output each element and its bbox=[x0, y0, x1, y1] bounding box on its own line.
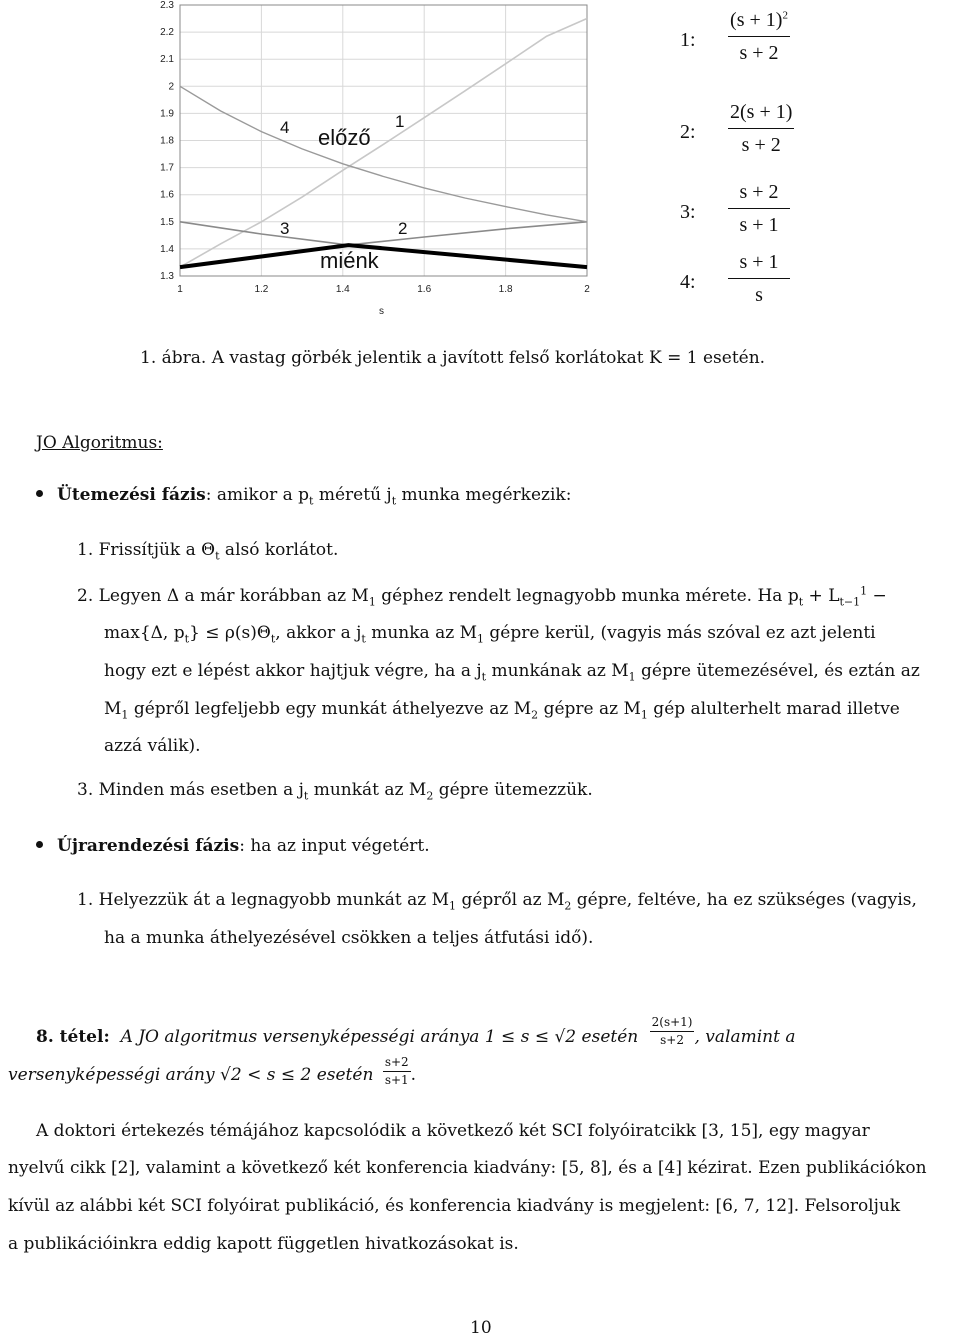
scheduling-phase bbox=[36, 484, 571, 506]
label-elozo: előző bbox=[318, 125, 371, 150]
theorem-text-1-end: , valamint a bbox=[694, 1027, 796, 1047]
legend-label: 1: bbox=[680, 29, 696, 51]
theorem-text-1: A JO algoritmus versenyképességi aránya 1 ≤ s ≤ √2 esetén bbox=[120, 1027, 639, 1047]
legend-label: 4: bbox=[680, 271, 696, 293]
step-1-2e: azzá válik). bbox=[104, 736, 201, 756]
x-tick-label: 1.4 bbox=[335, 284, 350, 295]
step-2-1a: 1. Helyezzük át a legnagyobb munkát az $M_1$ gépről az $M_2$ gépre, feltéve, ha ez szükséges (vagyis, bbox=[77, 890, 917, 913]
algorithm-title: JO Algoritmus: bbox=[36, 433, 163, 453]
x-axis-label: s bbox=[379, 306, 384, 317]
label-curve-1: 1 bbox=[395, 112, 405, 131]
label-curve-3: 3 bbox=[280, 219, 290, 238]
y-tick-label: 2.3 bbox=[160, 0, 174, 11]
x-tick-label: 1.8 bbox=[498, 284, 513, 295]
formula-legend bbox=[680, 6, 820, 316]
theorem-label: 8. tétel: bbox=[36, 1027, 110, 1047]
phase-title: Újrarendezési fázis bbox=[57, 836, 240, 856]
chart-svg bbox=[150, 0, 610, 325]
series-line-1 bbox=[180, 19, 587, 268]
y-tick-label: 1.7 bbox=[160, 162, 174, 174]
figure-caption: 1. ábra. A vastag görbék jelentik a javított felső korlátokat K = 1 esetén. bbox=[140, 348, 766, 368]
y-tick-label: 1.3 bbox=[160, 271, 174, 282]
y-tick-label: 2.1 bbox=[160, 54, 174, 66]
legend-fraction: $\frac{s + 1}{s}$ bbox=[728, 248, 790, 309]
step-1-2a: 2. Legyen Δ a már korábban az $M_1$ géphez rendelt legnagyobb munka mérete. Ha $p_t + L_{t-1}^1$ − bbox=[77, 584, 887, 609]
label-curve-4: 4 bbox=[280, 118, 290, 137]
y-tick-label: 1.6 bbox=[160, 189, 174, 201]
legend-fraction: $\frac{s + 2}{s + 1}$ bbox=[728, 178, 790, 239]
x-tick-label: 1.6 bbox=[417, 284, 432, 295]
paragraph-line-3: kívül az alábbi két SCI folyóirat publikáció, és konferencia kiadvány is megjelent: [6, 7, 12]. Felsoroljuk bbox=[8, 1196, 901, 1216]
theorem-line-2: versenyképességi arány √2 < s ≤ 2 esetén $\frac{s+2}{s+1}$ . bbox=[8, 1055, 417, 1087]
bullet-icon bbox=[36, 490, 43, 497]
step-1-2d: $M_1$ gépről legfeljebb egy munkát áthelyezve az $M_2$ gépre az $M_1$ gép alulterhelt marad illetve bbox=[104, 699, 900, 722]
phase-rest: : ha az input végetért. bbox=[239, 836, 430, 856]
legend-label: 3: bbox=[680, 201, 696, 223]
y-tick-label: 1.8 bbox=[160, 135, 174, 147]
y-tick-label: 1.4 bbox=[160, 243, 174, 255]
step-1-1: 1. Frissítjük a $\Theta_t$ alsó korlátot. bbox=[77, 540, 339, 563]
phase-title: Ütemezési fázis bbox=[57, 485, 206, 505]
y-tick-label: 1.9 bbox=[160, 108, 174, 120]
theorem-text-2: versenyképességi arány √2 < s ≤ 2 esetén bbox=[8, 1065, 374, 1085]
reordering-phase bbox=[36, 835, 430, 857]
legend-label: 2: bbox=[680, 121, 696, 143]
bullet-icon bbox=[36, 841, 43, 848]
label-curve-2: 2 bbox=[398, 219, 408, 238]
theorem-fraction-2: $\frac{s+2}{s+1}$ bbox=[384, 1055, 409, 1087]
legend-row-3 bbox=[680, 178, 820, 248]
comparison-chart bbox=[150, 0, 610, 325]
x-tick-label: 2 bbox=[584, 284, 590, 295]
legend-fraction: $\frac{(s + 1)^2}{s + 2}$ bbox=[728, 6, 790, 67]
step-1-2c: hogy ezt e lépést akkor hajtjuk végre, ha a $j_t$ munkának az $M_1$ gépre ütemezésével, és eztán az bbox=[104, 661, 920, 684]
y-tick-label: 1.5 bbox=[160, 216, 174, 228]
y-tick-label: 2 bbox=[168, 81, 174, 93]
theorem-line-1 bbox=[36, 1015, 796, 1053]
paragraph-line-4: a publikációinkra eddig kapott független hivatkozásokat is. bbox=[8, 1234, 519, 1254]
x-tick-label: 1 bbox=[177, 284, 183, 295]
y-tick-label: 2.2 bbox=[160, 27, 174, 39]
legend-row-4 bbox=[680, 248, 820, 318]
step-2-1b: ha a munka áthelyezésével csökken a teljes átfutási idő). bbox=[104, 928, 594, 948]
paragraph-line-2: nyelvű cikk [2], valamint a következő két konferencia kiadvány: [5, 8], és a [4] kézirat. Ezen publikációkon bbox=[8, 1158, 927, 1178]
legend-row-1 bbox=[680, 6, 820, 76]
phase-rest: : amikor a $p_t$ méretű $j_t$ munka megérkezik: bbox=[205, 485, 572, 508]
theorem-fraction-1: $\frac{2(s+1)}{s+2}$ bbox=[651, 1015, 693, 1047]
legend-row-2 bbox=[680, 98, 820, 168]
x-tick-label: 1.2 bbox=[254, 284, 269, 295]
step-1-2b: max{Δ, $p_t\} \le \rho(s)\Theta_t$, akkor a $j_t$ munka az $M_1$ gépre kerül, (vagyis más szóval ez azt jelenti bbox=[104, 623, 876, 646]
series-line-4 bbox=[180, 86, 587, 222]
paragraph-line-1: A doktori értekezés témájához kapcsolódik a következő két SCI folyóiratcikk [3, 15], egy magyar bbox=[36, 1121, 870, 1141]
label-mienk: miénk bbox=[320, 248, 379, 273]
page-number: 10 bbox=[470, 1318, 492, 1338]
legend-fraction: $\frac{2(s + 1)}{s + 2}$ bbox=[728, 98, 794, 159]
step-1-3: 3. Minden más esetben a $j_t$ munkát az $M_2$ gépre ütemezzük. bbox=[77, 780, 593, 803]
